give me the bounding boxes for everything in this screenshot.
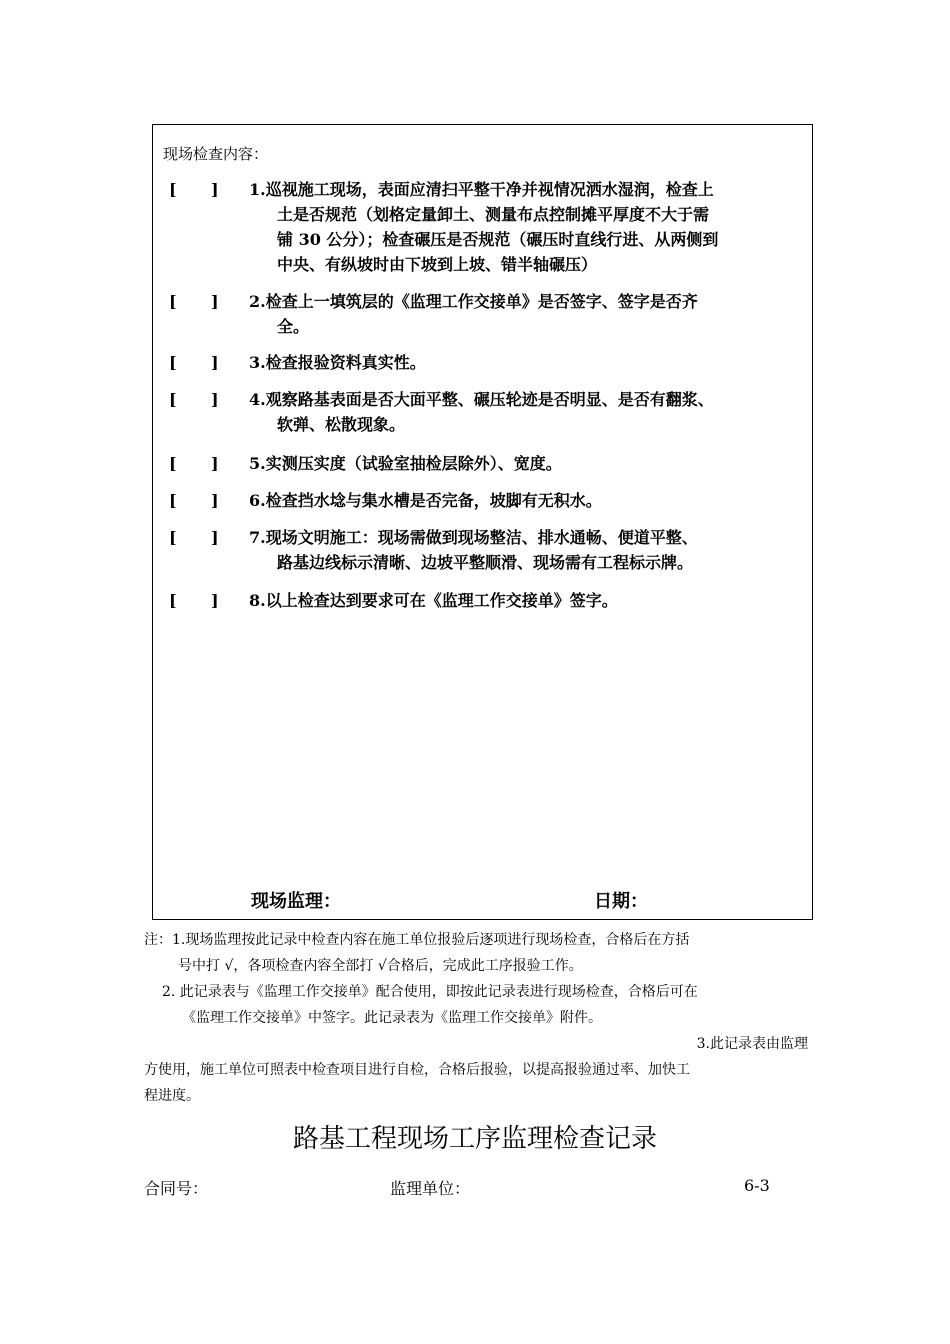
item-text: 全。 — [277, 317, 310, 336]
note-line: 2. 此记录表与《监理工作交接单》配合使用，即按此记录表进行现场检查，合格后可在 — [162, 984, 698, 1000]
item-number: 3. — [249, 353, 266, 372]
item-text: 检查上一填筑层的《监理工作交接单》是否签字、签字是否齐 — [265, 292, 698, 311]
item-text: 中央、有纵坡时由下坡到上坡、错半轴碾压） — [277, 255, 598, 274]
note-line: 方使用，施工单位可照表中检查项目进行自检，合格后报验，以提高报验通过率、加快工 — [144, 1062, 690, 1078]
item-text: 检查挡水埝与集水槽是否完备，坡脚有无积水。 — [265, 491, 602, 510]
notes — [144, 927, 808, 1109]
note-line: 号中打 √，各项检查内容全部打 √合格后，完成此工序报验工作。 — [178, 958, 583, 974]
supervision-unit-label: 监理单位： — [390, 1179, 471, 1198]
item-number: 6. — [249, 491, 266, 510]
item-text: 土是否规范（划格定量卸土、测量布点控制摊平厚度不大于需 — [277, 205, 710, 224]
note-line: 注：1.现场监理按此记录中检查内容在施工单位报验后逐项进行现场检查，合格后在方括 — [144, 932, 690, 948]
item-number: 1. — [249, 180, 266, 199]
item-text: 软弹、松散现象。 — [277, 415, 406, 434]
note-line: 《监理工作交接单》中签字。此记录表为《监理工作交接单》附件。 — [182, 1010, 602, 1026]
item-number: 2. — [249, 292, 266, 311]
item-text: 观察路基表面是否大面平整、碾压轮迹是否明显、是否有翻浆、 — [265, 390, 714, 409]
item-text: 铺 30 公分）；检查碾压是否规范（碾压时直线行进、从两侧到 — [277, 230, 719, 249]
item-text: 检查报验资料真实性。 — [265, 353, 426, 372]
supervisor-signature-label: 现场监理： — [251, 891, 341, 912]
document-title: 路基工程现场工序监理检查记录 — [292, 1124, 657, 1154]
contract-number-label: 合同号： — [144, 1179, 209, 1198]
box-title: 现场检查内容： — [163, 145, 269, 163]
item-text: 以上检查达到要求可在《监理工作交接单》签字。 — [265, 591, 618, 610]
item-number: 4. — [249, 390, 266, 409]
note-line: 3.此记录表由监理 — [696, 1036, 808, 1052]
item-number: 8. — [249, 591, 266, 610]
date-label: 日期： — [594, 891, 648, 912]
note-line: 程进度。 — [144, 1088, 200, 1104]
item-number: 5. — [249, 454, 266, 473]
form-code: 6-3 — [744, 1176, 770, 1195]
item-number: 7. — [249, 528, 266, 547]
item-text: 实测压实度（试验室抽检层除外）、宽度。 — [265, 454, 562, 473]
item-text: 巡视施工现场，表面应清扫平整干净并视情况洒水湿润，检查上 — [265, 180, 714, 199]
item-text: 现场文明施工：现场需做到现场整洁、排水通畅、便道平整、 — [265, 528, 698, 547]
inspection-box: 现场检查内容： [ ] 1.巡视施工现场，表面应清扫平整干净并视情况洒水湿润，检查上 土是否规范（划格定量卸土、测量布点控制摊平厚度不大于需 铺 30 公分）；检查碾压是否规范（碾压时直线行进、从两侧到 中央、有纵坡时由下坡到上坡、错半轴碾压） [ ] 2.检查上一填筑层的《监理工作交接单》是否签字、签字是否齐 全。 [ ] 3.检查报验资料真实性。 [ ] 4.观察路基表面是否大面平整、碾压轮迹是否明显、是否有翻浆、 软弹、松散现象。 [ ] 5.实测压实度（试验室抽检层除外）、宽度。 [ ] 6.检查挡水埝与集水槽是否完备，坡脚有无积水。 [ ] 7.现场文明施工：现场需做到现场整洁、排水通畅、便道平整、 路基边线标示清晰、边坡平整顺滑、现场需有工程标示牌。 [ ] 8.以上检查达到要求可在《监理工作交接单》签字。 现场监理： 日期： — [152, 124, 813, 920]
item-text: 路基边线标示清晰、边坡平整顺滑、现场需有工程标示牌。 — [277, 553, 694, 572]
